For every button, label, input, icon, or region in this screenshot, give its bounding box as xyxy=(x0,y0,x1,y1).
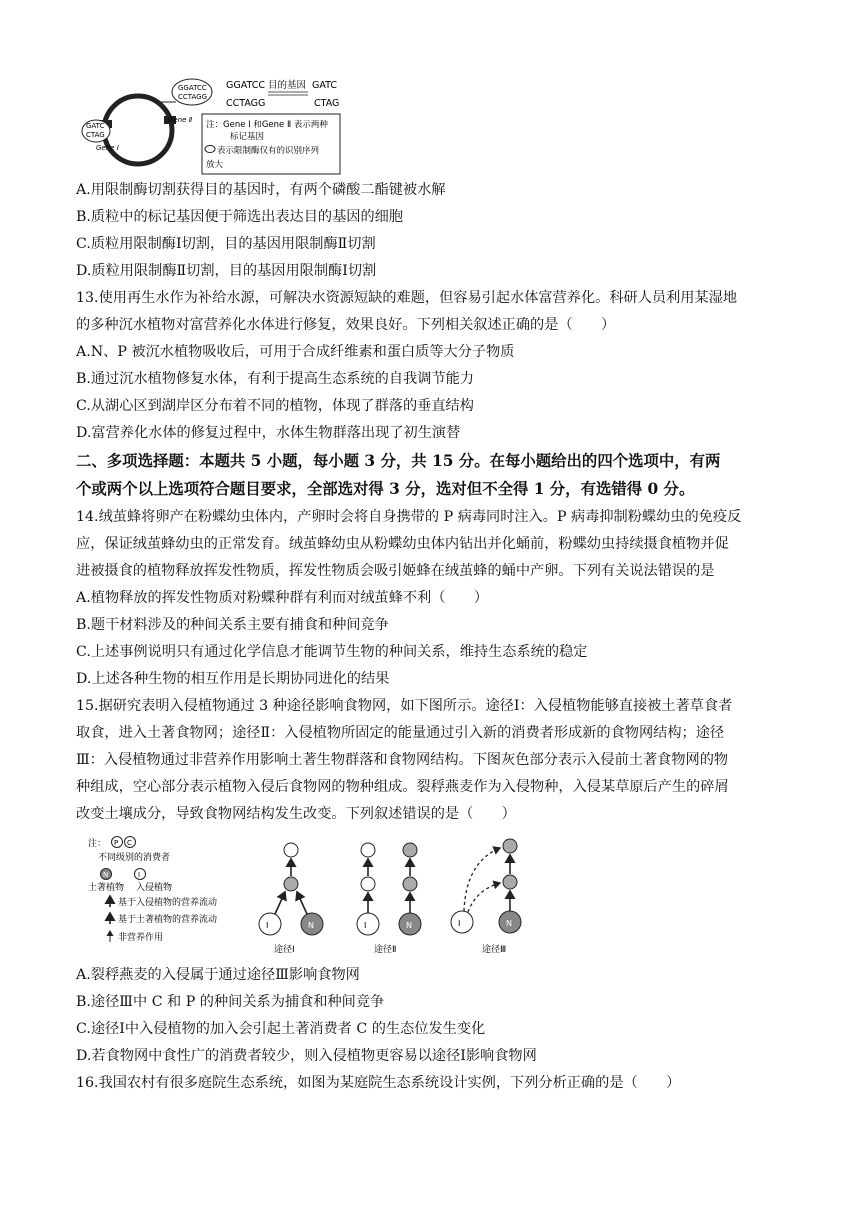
q12-option-d: D.质粒用限制酶Ⅱ切割，目的基因用限制酶Ⅰ切割 xyxy=(76,263,377,279)
q13-option-b: B.通过沉水植物修复水体，有利于提高生态系统的自我调节能力 xyxy=(76,371,475,387)
q14-stem-line-1: 14.绒茧蜂将卵产在粉蝶幼虫体内，产卵时会将自身携带的 P 病毒同时注入。P 病毒抑制粉蝶幼虫的免疫反 xyxy=(76,509,742,525)
pathway-1-node-i: I xyxy=(266,921,269,930)
plasmid-note-3: 表示限制酶仅有的识别序列 xyxy=(217,146,320,156)
legend-node-c: C xyxy=(127,839,132,847)
q14-option-c: C.上述事例说明只有通过化学信息才能调节生物的种间关系，维持生态系统的稳定 xyxy=(76,644,588,660)
q15-stem-line-2: 取食，进入土著食物网；途径Ⅱ：入侵植物所固定的能量通过引入新的消费者形成新的食物网结构；途径 xyxy=(76,725,725,741)
q15-stem-line-3: Ⅲ：入侵植物通过非营养作用影响土著生物群落和食物网结构。下图灰色部分表示入侵前土著食物网的物 xyxy=(76,752,729,768)
q13-option-d: D.富营养化水体的修复过程中，水体生物群落出现了初生演替 xyxy=(76,425,461,441)
q16-stem: 16.我国农村有很多庭院生态系统，如图为某庭院生态系统设计实例，下列分析正确的是（ ） xyxy=(76,1075,681,1091)
q13-stem-line-2: 的多种沉水植物对富营养化水体进行修复，效果良好。下列相关叙述正确的是（ ） xyxy=(76,317,616,333)
fragment-top-mid: 目的基因 xyxy=(268,80,307,91)
q12-option-c: C.质粒用限制酶Ⅰ切割，目的基因用限制酶Ⅱ切割 xyxy=(76,236,376,252)
plasmid-note-2: 标记基因 xyxy=(230,132,265,142)
site-left-2: CTAG xyxy=(86,131,105,139)
legend-consumers: 不同级别的消费者 xyxy=(98,853,171,863)
q15-option-d: D.若食物网中食性广的消费者较少，则入侵植物更容易以途径Ⅰ影响食物网 xyxy=(76,1048,537,1064)
legend-note-title: 注： xyxy=(88,839,107,849)
pathway-2-label: 途径Ⅱ xyxy=(374,945,397,955)
plasmid-note-1: 注：Gene Ⅰ 和Gene Ⅱ 表示两种 xyxy=(206,120,328,130)
legend-nontrophic: 非营养作用 xyxy=(118,933,164,943)
gene-i-label: Gene Ⅰ xyxy=(96,144,119,152)
legend-native-flow: 基于土著植物的营养流动 xyxy=(118,915,218,925)
section-2-heading-line-2: 个或两个以上选项符合题目要求，全部选对得 3 分，选对但不全得 1 分，有选错得 0 分。 xyxy=(76,480,695,498)
legend-node-n: N xyxy=(103,871,109,879)
pathway-1-label: 途径Ⅰ xyxy=(274,945,295,955)
q15-option-b: B.途径Ⅲ中 C 和 P 的种间关系为捕食和种间竞争 xyxy=(76,994,385,1010)
legend-invasive-flow: 基于入侵植物的营养流动 xyxy=(118,898,218,908)
legend-invasive-plant: 入侵植物 xyxy=(136,883,173,893)
pathway-3-label: 途径Ⅲ xyxy=(482,945,507,955)
q12-option-a: A.用限制酶切割获得目的基因时，有两个磷酸二酯键被水解 xyxy=(76,182,446,198)
fragment-top-left: GGATCC xyxy=(226,80,265,91)
q15-option-a: A.裂稃燕麦的入侵属于通过途径Ⅲ影响食物网 xyxy=(76,967,360,983)
section-2-heading-line-1: 二、多项选择题：本题共 5 小题，每小题 3 分，共 15 分。在每小题给出的四个选项中，有两 xyxy=(76,452,721,470)
pathway-2-node-i: I xyxy=(364,921,367,930)
legend-node-i: I xyxy=(138,871,141,879)
food-web-figure xyxy=(84,832,544,960)
site-top-2: CCTAGG xyxy=(178,93,208,101)
fragment-bottom-left: CCTAGG xyxy=(226,98,266,109)
fragment-top-right: GATC xyxy=(312,80,338,91)
q14-option-d: D.上述各种生物的相互作用是长期协同进化的结果 xyxy=(76,671,390,687)
fragment-bottom-right: CTAG xyxy=(314,98,340,109)
q15-stem-line-5: 改变土壤成分，导致食物网结构发生改变。下列叙述错误的是（ ） xyxy=(76,806,516,822)
pathway-3-node-n: N xyxy=(506,919,512,928)
q13-option-a: A.N、P 被沉水植物吸收后，可用于合成纤维素和蛋白质等大分子物质 xyxy=(76,344,515,360)
q13-stem-line-1: 13.使用再生水作为补给水源，可解决水资源短缺的难题，但容易引起水体富营养化。科研人员利用某湿地 xyxy=(76,290,738,306)
q12-option-b: B.质粒中的标记基因便于筛选出表达目的基因的细胞 xyxy=(76,209,404,225)
pathway-1-node-n: N xyxy=(308,921,314,930)
q13-option-c: C.从湖心区到湖岸区分布着不同的植物，体现了群落的垂直结构 xyxy=(76,398,474,414)
legend-native-plant: 土著植物 xyxy=(88,883,125,893)
pathway-2-node-n: N xyxy=(406,921,412,930)
pathway-3-node-i: I xyxy=(458,919,461,928)
q14-option-b: B.题干材料涉及的种间关系主要有捕食和种间竞争 xyxy=(76,617,389,633)
gene-ii-label: Gene Ⅱ xyxy=(168,116,193,124)
q15-stem-line-4: 种组成，空心部分表示植物入侵后食物网的物种组成。裂稃燕麦作为入侵物种，入侵某草原后产生的碎屑 xyxy=(76,779,729,795)
site-left-1: GATC xyxy=(86,122,105,130)
q15-stem-line-1: 15.据研究表明入侵植物通过 3 种途径影响食物网，如下图所示。途径Ⅰ：入侵植物能够直接被土著草食者 xyxy=(76,698,733,714)
q15-option-c: C.途径Ⅰ中入侵植物的加入会引起土著消费者 C 的生态位发生变化 xyxy=(76,1021,486,1037)
site-top-1: GGATCC xyxy=(178,84,207,92)
plasmid-figure xyxy=(76,76,376,180)
q14-stem-line-2: 应，保证绒茧蜂幼虫的正常发育。绒茧蜂幼虫从粉蝶幼虫体内钻出并化蛹前，粉蝶幼虫持续摄食植物并促 xyxy=(76,536,729,552)
q14-stem-line-3: 进被摄食的植物释放挥发性物质，挥发性物质会吸引姬蜂在绒茧蜂的蛹中产卵。下列有关说法错误的是 xyxy=(76,563,715,579)
q14-option-a: A.植物释放的挥发性物质对粉蝶种群有利而对绒茧蜂不利（ ） xyxy=(76,590,489,606)
plasmid-note-4: 放大 xyxy=(206,160,224,170)
legend-node-p: P xyxy=(114,839,119,847)
